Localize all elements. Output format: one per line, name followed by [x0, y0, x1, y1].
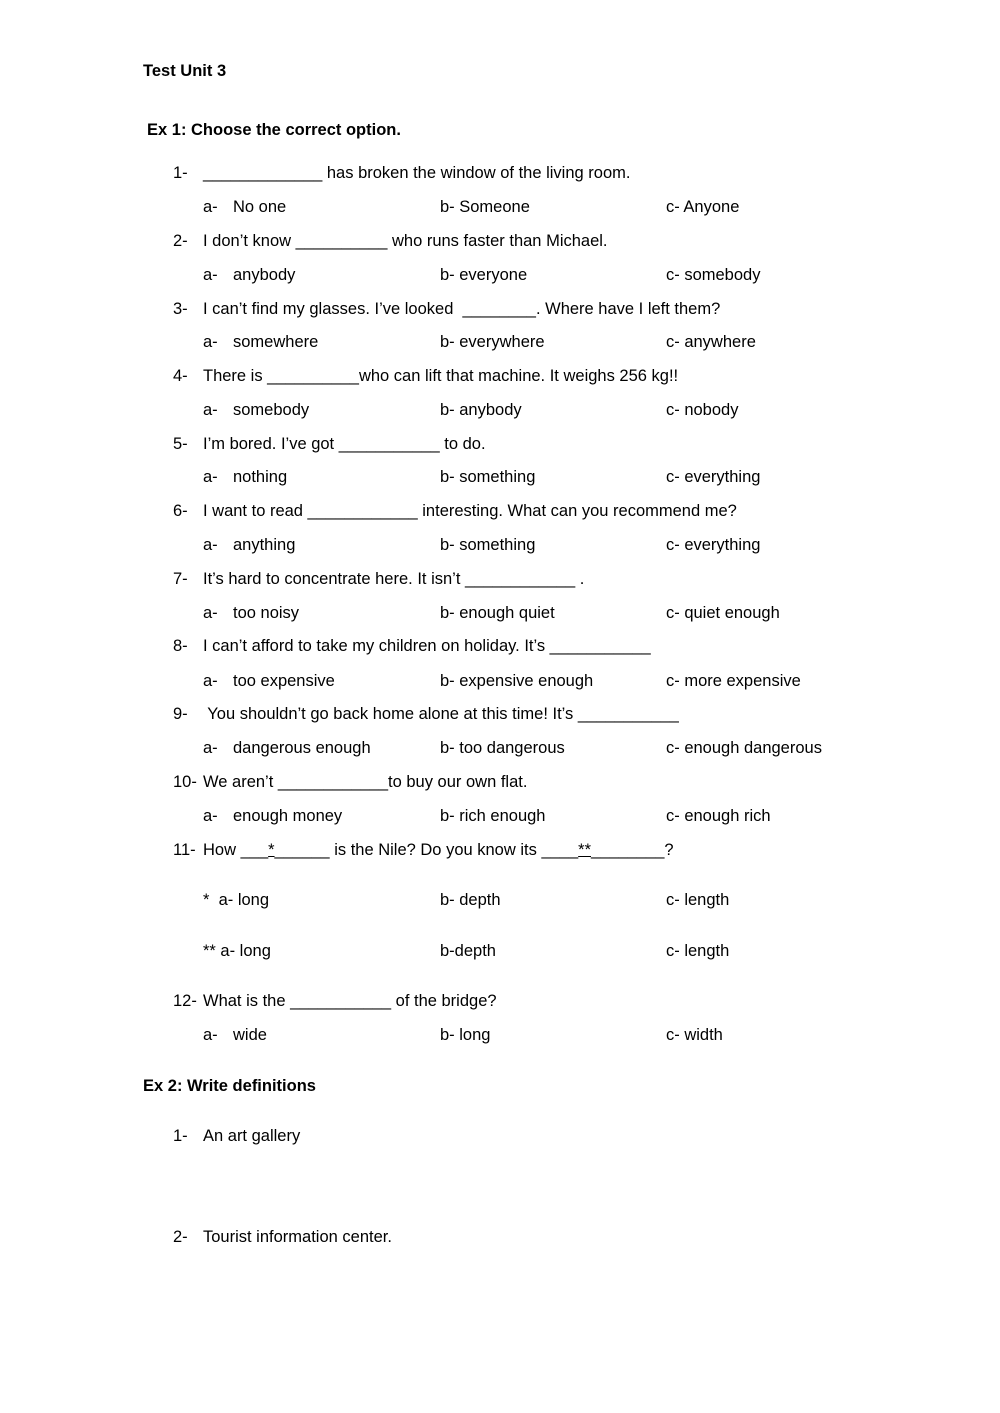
option-a-label: a- — [203, 1026, 218, 1044]
question-text: What is the ___________ of the bridge? — [203, 992, 497, 1010]
option-a-label: a- — [203, 266, 218, 284]
option-c: c- quiet enough — [666, 604, 780, 622]
option-a: ** a- long — [203, 942, 271, 960]
option-c: c- length — [666, 891, 730, 909]
option-a-label: a- — [203, 401, 218, 419]
question-number: 1- — [173, 164, 188, 182]
option-c: c- length — [666, 942, 730, 960]
item-number: 2- — [173, 1228, 188, 1246]
question-number: 10- — [173, 773, 197, 791]
question-text: It’s hard to concentrate here. It isn’t ____________ . — [203, 570, 585, 588]
question-text-part-3: ________? — [591, 841, 674, 859]
option-a: too noisy — [233, 604, 300, 622]
option-b: b- long — [440, 1026, 491, 1044]
option-b: b- something — [440, 468, 536, 486]
item-text: Tourist information center. — [203, 1228, 392, 1246]
test-title: Test Unit 3 — [143, 62, 227, 80]
option-c: c- enough rich — [666, 807, 771, 825]
question-text: We aren’t ____________to buy our own flat. — [203, 773, 528, 791]
question-number: 4- — [173, 367, 188, 385]
option-a: somewhere — [233, 333, 319, 351]
option-b: b- enough quiet — [440, 604, 555, 622]
option-b: b- something — [440, 536, 536, 554]
option-a: dangerous enough — [233, 739, 371, 757]
question-number: 7- — [173, 570, 188, 588]
option-a-label: a- — [203, 536, 218, 554]
question-number: 8- — [173, 637, 188, 655]
blank-marker-1: * — [268, 841, 275, 859]
option-c: c- somebody — [666, 266, 761, 284]
option-a: enough money — [233, 807, 343, 825]
option-b: b- everyone — [440, 266, 528, 284]
option-c: c- nobody — [666, 401, 739, 419]
question-number: 5- — [173, 435, 188, 453]
option-a: wide — [233, 1026, 267, 1044]
question-text: There is __________who can lift that machine. It weighs 256 kg!! — [203, 367, 679, 385]
question-text: I’m bored. I’ve got ___________ to do. — [203, 435, 486, 453]
option-c: c- enough dangerous — [666, 739, 822, 757]
item-number: 1- — [173, 1127, 188, 1145]
question-text-part-1: How ___ — [203, 841, 269, 859]
option-c: c- everything — [666, 536, 761, 554]
option-a-label: a- — [203, 198, 218, 216]
option-c: c- everything — [666, 468, 761, 486]
option-a: somebody — [233, 401, 310, 419]
option-b: b- depth — [440, 891, 501, 909]
option-a: * a- long — [203, 891, 270, 909]
option-a-label: a- — [203, 604, 218, 622]
option-b: b- Someone — [440, 198, 530, 216]
question-text: I don’t know __________ who runs faster than Michael. — [203, 232, 608, 250]
option-a-label: a- — [203, 333, 218, 351]
question-text: I can’t afford to take my children on holiday. It’s ___________ — [203, 637, 651, 655]
question-number: 9- — [173, 705, 188, 723]
option-a: anybody — [233, 266, 296, 284]
option-a: too expensive — [233, 672, 335, 690]
option-c: c- more expensive — [666, 672, 801, 690]
question-text: _____________ has broken the window of the living room. — [203, 164, 631, 182]
question-text-part-2: ______ is the Nile? Do you know its ____ — [274, 841, 579, 859]
option-c: c- Anyone — [666, 198, 740, 216]
option-b: b-depth — [440, 942, 496, 960]
question-text: I want to read ____________ interesting. What can you recommend me? — [203, 502, 737, 520]
item-text: An art gallery — [203, 1127, 301, 1145]
question-text: I can’t find my glasses. I’ve looked ________. Where have I left them? — [203, 300, 721, 318]
option-a-label: a- — [203, 739, 218, 757]
question-number: 6- — [173, 502, 188, 520]
question-number: 3- — [173, 300, 188, 318]
option-a: No one — [233, 198, 287, 216]
option-a: anything — [233, 536, 296, 554]
option-b: b- rich enough — [440, 807, 546, 825]
blank-marker-2: ** — [578, 841, 591, 859]
option-a-label: a- — [203, 468, 218, 486]
option-b: b- everywhere — [440, 333, 545, 351]
option-a-label: a- — [203, 807, 218, 825]
option-b: b- too dangerous — [440, 739, 565, 757]
question-text — [203, 840, 674, 860]
option-c: c- width — [666, 1026, 723, 1044]
option-a-label: a- — [203, 672, 218, 690]
option-c: c- anywhere — [666, 333, 756, 351]
question-text: You shouldn’t go back home alone at this time! It’s ___________ — [203, 705, 679, 723]
option-b: b- expensive enough — [440, 672, 594, 690]
ex2-heading: Ex 2: Write definitions — [143, 1077, 316, 1095]
ex1-heading: Ex 1: Choose the correct option. — [147, 121, 401, 139]
question-number: 2- — [173, 232, 188, 250]
question-number: 12- — [173, 992, 197, 1010]
question-number: 11- — [173, 841, 196, 859]
option-b: b- anybody — [440, 401, 522, 419]
option-a: nothing — [233, 468, 288, 486]
